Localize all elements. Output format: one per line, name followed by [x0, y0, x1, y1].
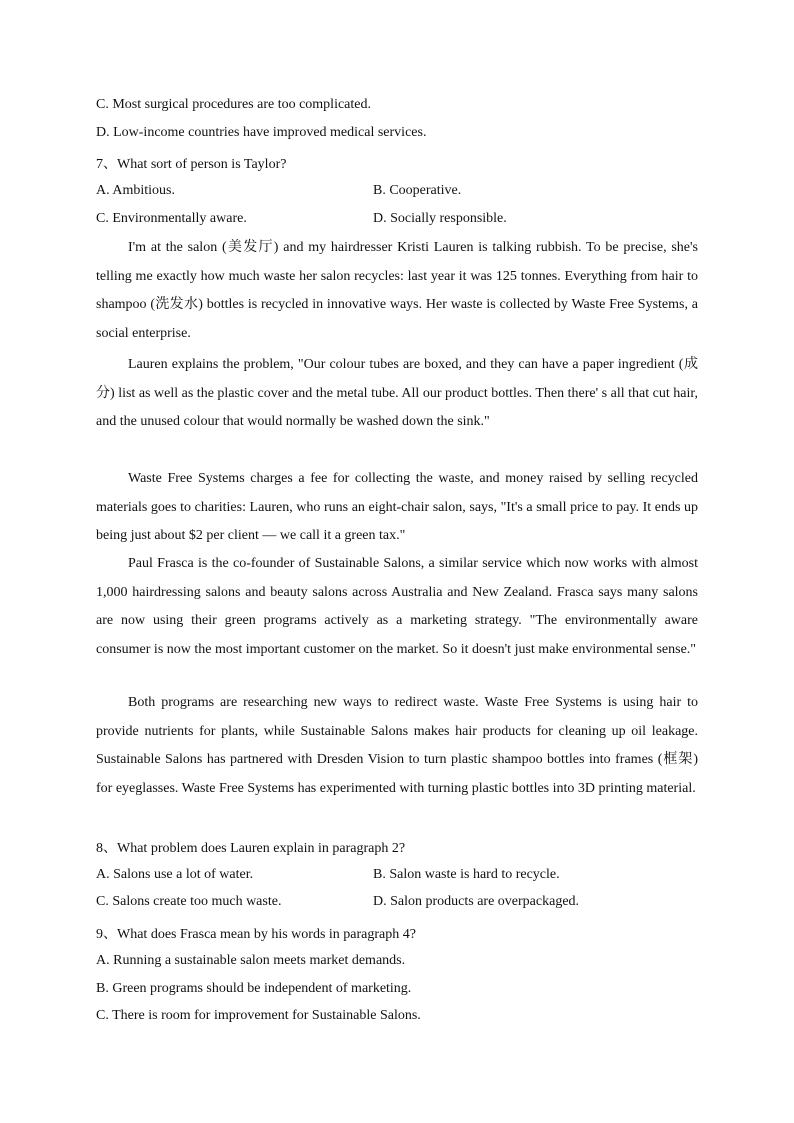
q8-option-d: D. Salon products are overpackaged. [373, 894, 580, 909]
passage-paragraph-2: Lauren explains the problem, "Our colour tubes are boxed, and they can have a paper ingredient (成分) list as well as the plastic cover and the metal tube. All our product bottles. Then there' s all that cut hair, and the unused colour that would normally be washed down the sink." [96, 357, 698, 430]
q6-option-c: C. Most surgical procedures are too complicated. [96, 97, 371, 112]
q7-option-a: A. Ambitious. [96, 183, 175, 198]
q9-question: 9、What does Frasca mean by his words in paragraph 4? [96, 927, 416, 942]
passage-paragraph-5: Both programs are researching new ways to redirect waste. Waste Free Systems is using hair to provide nutrients for plants, while Sustainable Salons makes hair products for cleaning up oil leakage. Sustainable Salons has partnered with Dresden Vision to turn plastic shampoo bottles into frames (框架) for eyeglasses. Waste Free Systems has experimented with turning plastic bottles into 3D printing material. [96, 695, 698, 796]
passage-paragraph-4: Paul Frasca is the co-founder of Sustainable Salons, a similar service which now works with almost 1,000 hairdressing salons and beauty salons across Australia and New Zealand. Frasca says many salons are now using their green programs actively as a marketing strategy. "The environmentally aware consumer is now the most important customer on the market. So it doesn't just make environmental sense." [96, 556, 698, 657]
q8-option-b: B. Salon waste is hard to recycle. [373, 867, 560, 882]
q7-option-b: B. Cooperative. [373, 183, 462, 198]
q9-option-c: C. There is room for improvement for Sustainable Salons. [96, 1008, 421, 1023]
q8-question: 8、What problem does Lauren explain in paragraph 2? [96, 841, 406, 856]
q7-option-d: D. Socially responsible. [373, 211, 507, 226]
q8-option-c: C. Salons create too much waste. [96, 894, 282, 909]
passage-paragraph-1: I'm at the salon (美发厅) and my hairdresser Kristi Lauren is talking rubbish. To be precise, she's telling me exactly how much waste her salon recycles: last year it was 125 tonnes. Everything from hair to shampoo (洗发水) bottles is recycled in innovative ways. Her waste is collected by Waste Free Systems, a social enterprise. [96, 240, 698, 341]
q9-option-b: B. Green programs should be independent of marketing. [96, 981, 412, 996]
q8-option-a: A. Salons use a lot of water. [96, 867, 254, 882]
q7-option-c: C. Environmentally aware. [96, 211, 247, 226]
q9-option-a: A. Running a sustainable salon meets market demands. [96, 953, 406, 968]
q6-option-d: D. Low-income countries have improved medical services. [96, 125, 427, 140]
passage-paragraph-3: Waste Free Systems charges a fee for collecting the waste, and money raised by selling recycled materials goes to charities: Lauren, who runs an eight-chair salon, says, "It's a small price to pay. It ends up being just about $2 per client — we call it a green tax." [96, 471, 698, 544]
q7-question: 7、What sort of person is Taylor? [96, 157, 287, 172]
